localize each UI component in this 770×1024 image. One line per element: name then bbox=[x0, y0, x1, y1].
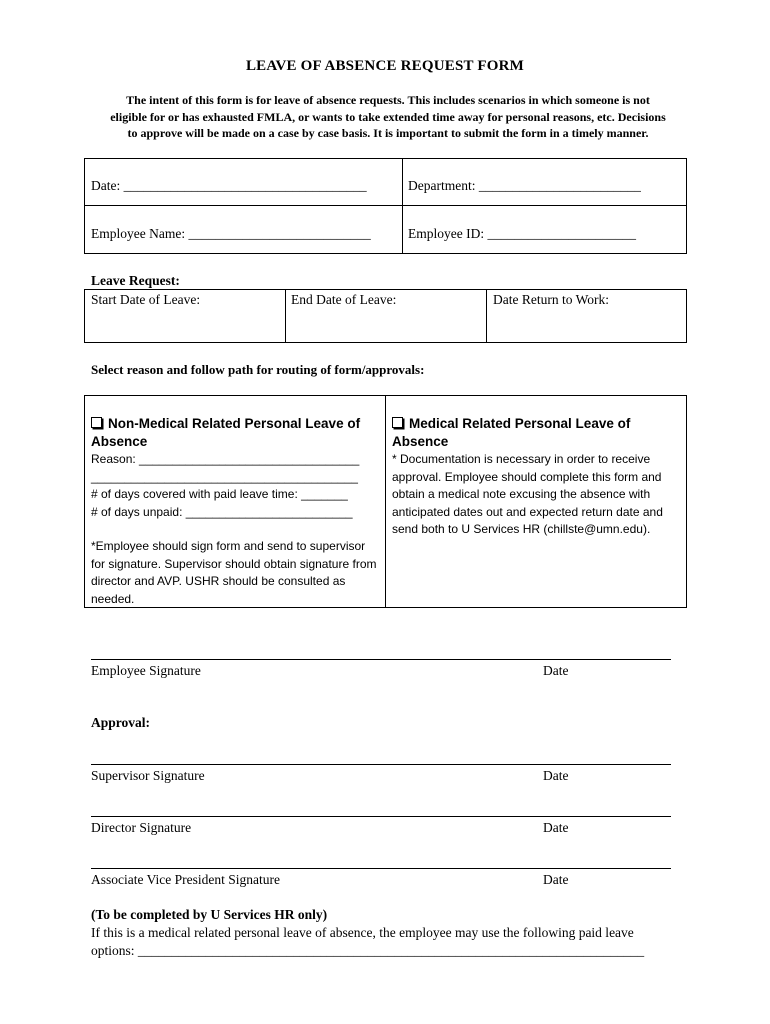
paid-days-field[interactable]: # of days covered with paid leave time: _______ bbox=[91, 487, 348, 501]
medical-section bbox=[392, 415, 682, 539]
intro-line-2: eligible for or has exhausted FMLA, or wants to take extended time away for personal reasons, etc. Decisions bbox=[110, 109, 666, 124]
form-intro bbox=[88, 92, 688, 142]
supervisor-date-label: Date bbox=[543, 768, 569, 783]
reason-table-divider bbox=[385, 395, 386, 608]
medical-option[interactable] bbox=[392, 415, 682, 451]
intro-line-3: to approve will be made on a case by case basis. It is important to submit the form in a timely manner. bbox=[127, 126, 649, 140]
start-date-field[interactable]: Start Date of Leave: bbox=[91, 292, 201, 307]
medical-checkbox[interactable] bbox=[392, 417, 403, 428]
non-medical-option[interactable] bbox=[91, 415, 379, 451]
employee-date-label: Date bbox=[543, 663, 569, 678]
employee-signature-label: Employee Signature bbox=[91, 663, 201, 678]
intro-line-1: The intent of this form is for leave of absence requests. This includes scenarios in which someone is not bbox=[126, 93, 650, 107]
medical-note: * Documentation is necessary in order to receive approval. Employee should complete this form and obtain a medical note excusing the absence with anticipated dates out and expected return date and send both to U Services HR (chillste@umn.edu). bbox=[392, 452, 663, 536]
employee-id-field[interactable]: Employee ID: ______________________ bbox=[408, 226, 636, 241]
reason-field-continued[interactable]: ________________________________________ bbox=[91, 469, 358, 484]
avp-signature-label: Associate Vice President Signature bbox=[91, 872, 281, 887]
employee-signature-line[interactable] bbox=[91, 659, 671, 660]
supervisor-signature-label: Supervisor Signature bbox=[91, 768, 205, 783]
director-signature-line[interactable] bbox=[91, 816, 671, 817]
leave-request-heading: Leave Request: bbox=[91, 273, 180, 288]
non-medical-title: Non-Medical Related Personal Leave of Absence bbox=[91, 416, 361, 449]
director-date-label: Date bbox=[543, 820, 569, 835]
form-title: LEAVE OF ABSENCE REQUEST FORM bbox=[245, 58, 525, 74]
department-field[interactable]: Department: ________________________ bbox=[408, 178, 641, 193]
hr-line-1: If this is a medical related personal leave of absence, the employee may use the following paid leave bbox=[91, 925, 634, 940]
non-medical-note: *Employee should sign form and send to supervisor for signature. Supervisor should obtain signature from director and AVP. USHR should be consulted as needed. bbox=[91, 539, 377, 606]
supervisor-signature-line[interactable] bbox=[91, 764, 671, 765]
non-medical-lines bbox=[91, 451, 379, 608]
approval-heading: Approval: bbox=[91, 715, 151, 730]
avp-signature-line[interactable] bbox=[91, 868, 671, 869]
avp-date-label: Date bbox=[543, 872, 569, 887]
medical-title: Medical Related Personal Leave of Absence bbox=[392, 416, 631, 449]
employee-name-field[interactable]: Employee Name: ___________________________ bbox=[91, 226, 371, 241]
date-field[interactable]: Date: ____________________________________ bbox=[91, 178, 367, 193]
end-date-field[interactable]: End Date of Leave: bbox=[291, 292, 397, 307]
director-signature-label: Director Signature bbox=[91, 820, 192, 835]
non-medical-section bbox=[91, 415, 379, 608]
non-medical-checkbox[interactable] bbox=[91, 417, 102, 428]
leave-table-divider-2 bbox=[486, 289, 487, 343]
hr-heading: (To be completed by U Services HR only) bbox=[91, 907, 328, 922]
leave-table-divider-1 bbox=[285, 289, 286, 343]
info-table-row-divider bbox=[84, 205, 687, 206]
reason-field[interactable]: Reason: _________________________________ bbox=[91, 452, 360, 466]
routing-heading: Select reason and follow path for routing of form/approvals: bbox=[91, 362, 425, 377]
info-table-divider bbox=[402, 158, 403, 254]
return-date-field[interactable]: Date Return to Work: bbox=[493, 292, 610, 307]
hr-paid-leave-options-field[interactable]: options: ___________________________________________________________________________ bbox=[91, 943, 645, 958]
unpaid-days-field[interactable]: # of days unpaid: _________________________ bbox=[91, 504, 353, 519]
